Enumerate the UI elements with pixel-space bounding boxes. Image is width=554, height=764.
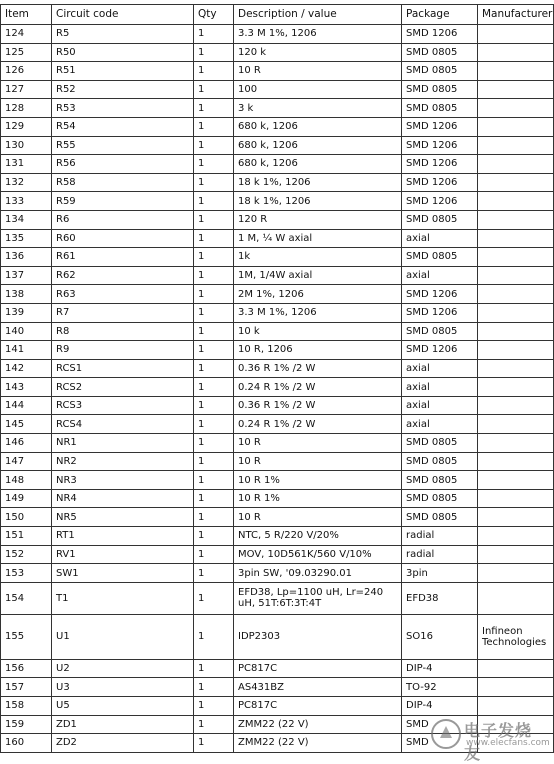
cell-circuit-code: R55	[52, 136, 194, 155]
watermark	[430, 714, 550, 763]
cell-manufacturer	[478, 582, 554, 614]
table-row	[1, 659, 554, 678]
table-row	[1, 545, 554, 564]
cell-circuit-code: R8	[52, 322, 194, 341]
cell-item: 135	[1, 229, 52, 248]
cell-circuit-code: U5	[52, 697, 194, 716]
header-item: Item	[1, 5, 52, 25]
cell-circuit-code: RV1	[52, 545, 194, 564]
cell-item: 139	[1, 303, 52, 322]
cell-description: 3 k	[234, 99, 402, 118]
cell-qty: 1	[194, 614, 234, 659]
cell-description: 0.24 R 1% /2 W	[234, 415, 402, 434]
cell-package: axial	[402, 378, 478, 397]
cell-manufacturer	[478, 62, 554, 81]
cell-qty: 1	[194, 173, 234, 192]
cell-qty: 1	[194, 434, 234, 453]
cell-description: 10 R, 1206	[234, 341, 402, 360]
cell-item: 148	[1, 471, 52, 490]
cell-description: PC817C	[234, 697, 402, 716]
cell-circuit-code: R62	[52, 266, 194, 285]
cell-qty: 1	[194, 192, 234, 211]
cell-circuit-code: R7	[52, 303, 194, 322]
cell-description: 10 R 1%	[234, 489, 402, 508]
cell-description: IDP2303	[234, 614, 402, 659]
cell-package: SMD 0805	[402, 434, 478, 453]
cell-item: 127	[1, 80, 52, 99]
cell-description: 100	[234, 80, 402, 99]
cell-qty: 1	[194, 545, 234, 564]
header-qty: Qty	[194, 5, 234, 25]
table-row	[1, 80, 554, 99]
cell-manufacturer	[478, 303, 554, 322]
cell-item: 150	[1, 508, 52, 527]
table-row	[1, 434, 554, 453]
cell-description: 10 R 1%	[234, 471, 402, 490]
cell-package: EFD38	[402, 582, 478, 614]
cell-description: EFD38, Lp=1100 uH, Lr=240 uH, 51T:6T:3T:4T	[234, 582, 402, 614]
cell-qty: 1	[194, 248, 234, 267]
cell-manufacturer	[478, 659, 554, 678]
cell-description: 3.3 M 1%, 1206	[234, 303, 402, 322]
cell-manufacturer	[478, 396, 554, 415]
cell-package: SO16	[402, 614, 478, 659]
cell-qty: 1	[194, 527, 234, 546]
cell-description: 10 R	[234, 434, 402, 453]
table-row	[1, 396, 554, 415]
cell-description: 18 k 1%, 1206	[234, 192, 402, 211]
table-row	[1, 415, 554, 434]
cell-circuit-code: NR4	[52, 489, 194, 508]
table-row	[1, 229, 554, 248]
cell-package: SMD 0805	[402, 322, 478, 341]
cell-circuit-code: R59	[52, 192, 194, 211]
cell-description: 3.3 M 1%, 1206	[234, 25, 402, 44]
cell-item: 147	[1, 452, 52, 471]
cell-qty: 1	[194, 229, 234, 248]
cell-qty: 1	[194, 489, 234, 508]
cell-package: SMD 0805	[402, 248, 478, 267]
cell-manufacturer	[478, 564, 554, 583]
cell-qty: 1	[194, 697, 234, 716]
cell-qty: 1	[194, 285, 234, 304]
cell-manufacturer	[478, 678, 554, 697]
cell-manufacturer	[478, 43, 554, 62]
table-row	[1, 136, 554, 155]
cell-description: 0.36 R 1% /2 W	[234, 359, 402, 378]
cell-qty: 1	[194, 62, 234, 81]
table-row	[1, 508, 554, 527]
cell-item: 151	[1, 527, 52, 546]
cell-qty: 1	[194, 452, 234, 471]
table-row	[1, 62, 554, 81]
cell-qty: 1	[194, 155, 234, 174]
table-row	[1, 285, 554, 304]
cell-circuit-code: NR2	[52, 452, 194, 471]
cell-qty: 1	[194, 471, 234, 490]
cell-manufacturer	[478, 322, 554, 341]
cell-qty: 1	[194, 659, 234, 678]
table-row	[1, 527, 554, 546]
cell-package: SMD 0805	[402, 489, 478, 508]
cell-circuit-code: R60	[52, 229, 194, 248]
cell-package: SMD 1206	[402, 303, 478, 322]
cell-qty: 1	[194, 341, 234, 360]
cell-description: 0.36 R 1% /2 W	[234, 396, 402, 415]
cell-circuit-code: U2	[52, 659, 194, 678]
cell-package: SMD 0805	[402, 508, 478, 527]
cell-manufacturer	[478, 173, 554, 192]
cell-qty: 1	[194, 734, 234, 753]
cell-manufacturer	[478, 80, 554, 99]
cell-package: axial	[402, 396, 478, 415]
cell-manufacturer	[478, 25, 554, 44]
table-row	[1, 341, 554, 360]
cell-item: 157	[1, 678, 52, 697]
cell-manufacturer	[478, 471, 554, 490]
cell-manufacturer	[478, 136, 554, 155]
cell-item: 141	[1, 341, 52, 360]
table-row	[1, 303, 554, 322]
cell-package: axial	[402, 359, 478, 378]
cell-manufacturer	[478, 285, 554, 304]
cell-description: 10 R	[234, 452, 402, 471]
cell-circuit-code: RT1	[52, 527, 194, 546]
cell-manufacturer	[478, 452, 554, 471]
cell-item: 154	[1, 582, 52, 614]
cell-manufacturer	[478, 415, 554, 434]
table-row	[1, 25, 554, 44]
cell-item: 155	[1, 614, 52, 659]
cell-circuit-code: U1	[52, 614, 194, 659]
cell-manufacturer	[478, 117, 554, 136]
cell-item: 143	[1, 378, 52, 397]
table-row	[1, 378, 554, 397]
table-row	[1, 43, 554, 62]
cell-circuit-code: R50	[52, 43, 194, 62]
cell-item: 159	[1, 715, 52, 734]
cell-package: SMD 0805	[402, 99, 478, 118]
cell-qty: 1	[194, 396, 234, 415]
cell-qty: 1	[194, 564, 234, 583]
cell-package: SMD 0805	[402, 62, 478, 81]
cell-package: SMD 1206	[402, 155, 478, 174]
table-row	[1, 266, 554, 285]
cell-circuit-code: R6	[52, 210, 194, 229]
table-row	[1, 452, 554, 471]
cell-qty: 1	[194, 322, 234, 341]
cell-package: SMD 0805	[402, 452, 478, 471]
cell-circuit-code: R54	[52, 117, 194, 136]
cell-manufacturer	[478, 266, 554, 285]
cell-package: axial	[402, 415, 478, 434]
table-row	[1, 582, 554, 614]
cell-circuit-code: SW1	[52, 564, 194, 583]
bom-table-body	[1, 25, 554, 753]
cell-description: PC817C	[234, 659, 402, 678]
cell-manufacturer	[478, 341, 554, 360]
cell-item: 149	[1, 489, 52, 508]
cell-manufacturer	[478, 697, 554, 716]
cell-circuit-code: NR3	[52, 471, 194, 490]
cell-circuit-code: R63	[52, 285, 194, 304]
cell-item: 130	[1, 136, 52, 155]
cell-package: SMD	[402, 734, 478, 753]
cell-manufacturer	[478, 99, 554, 118]
cell-circuit-code: R53	[52, 99, 194, 118]
header-package: Package	[402, 5, 478, 25]
cell-circuit-code: RCS2	[52, 378, 194, 397]
cell-manufacturer	[478, 229, 554, 248]
cell-description: 680 k, 1206	[234, 117, 402, 136]
cell-package: SMD 1206	[402, 192, 478, 211]
cell-description: 10 R	[234, 62, 402, 81]
cell-item: 132	[1, 173, 52, 192]
cell-package: DIP-4	[402, 697, 478, 716]
cell-item: 133	[1, 192, 52, 211]
cell-description: 10 k	[234, 322, 402, 341]
cell-package: radial	[402, 545, 478, 564]
cell-package: radial	[402, 527, 478, 546]
table-row	[1, 471, 554, 490]
header-row	[1, 5, 554, 25]
cell-item: 138	[1, 285, 52, 304]
cell-item: 134	[1, 210, 52, 229]
cell-package: axial	[402, 266, 478, 285]
cell-qty: 1	[194, 99, 234, 118]
cell-manufacturer	[478, 489, 554, 508]
cell-item: 152	[1, 545, 52, 564]
cell-qty: 1	[194, 80, 234, 99]
cell-description: 120 k	[234, 43, 402, 62]
cell-manufacturer	[478, 545, 554, 564]
cell-circuit-code: RCS3	[52, 396, 194, 415]
cell-package: SMD 1206	[402, 285, 478, 304]
table-row	[1, 359, 554, 378]
cell-circuit-code: U3	[52, 678, 194, 697]
cell-item: 160	[1, 734, 52, 753]
cell-circuit-code: ZD2	[52, 734, 194, 753]
cell-item: 129	[1, 117, 52, 136]
cell-manufacturer	[478, 378, 554, 397]
cell-circuit-code: NR1	[52, 434, 194, 453]
table-row	[1, 489, 554, 508]
table-row	[1, 210, 554, 229]
watermark-text: 电子发烧友	[464, 721, 533, 763]
cell-description: 3pin SW, '09.03290.01	[234, 564, 402, 583]
cell-manufacturer	[478, 508, 554, 527]
table-row	[1, 117, 554, 136]
cell-manufacturer: Infineon Technologies	[478, 614, 554, 659]
cell-package: SMD 0805	[402, 80, 478, 99]
elecfans-logo-icon	[430, 718, 462, 750]
cell-circuit-code: NR5	[52, 508, 194, 527]
cell-item: 142	[1, 359, 52, 378]
cell-item: 153	[1, 564, 52, 583]
table-row	[1, 322, 554, 341]
cell-description: NTC, 5 R/220 V/20%	[234, 527, 402, 546]
cell-qty: 1	[194, 210, 234, 229]
cell-qty: 1	[194, 378, 234, 397]
bom-table	[0, 4, 554, 753]
table-row	[1, 173, 554, 192]
cell-circuit-code: R52	[52, 80, 194, 99]
cell-description: 18 k 1%, 1206	[234, 173, 402, 192]
cell-qty: 1	[194, 43, 234, 62]
cell-circuit-code: ZD1	[52, 715, 194, 734]
cell-circuit-code: RCS4	[52, 415, 194, 434]
cell-item: 126	[1, 62, 52, 81]
cell-package: SMD 1206	[402, 136, 478, 155]
cell-description: 1 M, ¼ W axial	[234, 229, 402, 248]
cell-package: SMD	[402, 715, 478, 734]
cell-item: 144	[1, 396, 52, 415]
cell-description: 120 R	[234, 210, 402, 229]
table-row	[1, 192, 554, 211]
cell-package: SMD 1206	[402, 25, 478, 44]
cell-qty: 1	[194, 136, 234, 155]
cell-package: TO-92	[402, 678, 478, 697]
cell-item: 137	[1, 266, 52, 285]
table-row	[1, 155, 554, 174]
cell-description: 2M 1%, 1206	[234, 285, 402, 304]
cell-circuit-code: R58	[52, 173, 194, 192]
cell-item: 136	[1, 248, 52, 267]
cell-manufacturer	[478, 192, 554, 211]
cell-description: ZMM22 (22 V)	[234, 715, 402, 734]
cell-item: 131	[1, 155, 52, 174]
header-description: Description / value	[234, 5, 402, 25]
cell-qty: 1	[194, 303, 234, 322]
table-row	[1, 564, 554, 583]
cell-manufacturer	[478, 155, 554, 174]
cell-circuit-code: R9	[52, 341, 194, 360]
cell-item: 158	[1, 697, 52, 716]
cell-description: MOV, 10D561K/560 V/10%	[234, 545, 402, 564]
cell-circuit-code: R51	[52, 62, 194, 81]
watermark-url: www.elecfans.com	[466, 738, 550, 748]
cell-qty: 1	[194, 415, 234, 434]
header-circuit-code: Circuit code	[52, 5, 194, 25]
cell-item: 156	[1, 659, 52, 678]
cell-manufacturer	[478, 527, 554, 546]
cell-description: 1k	[234, 248, 402, 267]
cell-circuit-code: R5	[52, 25, 194, 44]
cell-package: SMD 1206	[402, 173, 478, 192]
table-row	[1, 678, 554, 697]
cell-package: SMD 0805	[402, 210, 478, 229]
cell-package: DIP-4	[402, 659, 478, 678]
cell-description: 680 k, 1206	[234, 136, 402, 155]
cell-manufacturer	[478, 248, 554, 267]
cell-description: 10 R	[234, 508, 402, 527]
cell-qty: 1	[194, 266, 234, 285]
cell-package: SMD 1206	[402, 117, 478, 136]
cell-qty: 1	[194, 117, 234, 136]
cell-manufacturer	[478, 210, 554, 229]
header-manufacturer: Manufacturer	[478, 5, 554, 25]
cell-circuit-code: R61	[52, 248, 194, 267]
cell-description: AS431BZ	[234, 678, 402, 697]
cell-qty: 1	[194, 678, 234, 697]
cell-manufacturer	[478, 434, 554, 453]
cell-description: 1M, 1/4W axial	[234, 266, 402, 285]
cell-circuit-code: RCS1	[52, 359, 194, 378]
cell-manufacturer	[478, 359, 554, 378]
cell-description: 680 k, 1206	[234, 155, 402, 174]
cell-package: 3pin	[402, 564, 478, 583]
cell-item: 140	[1, 322, 52, 341]
cell-qty: 1	[194, 25, 234, 44]
cell-description: 0.24 R 1% /2 W	[234, 378, 402, 397]
cell-item: 125	[1, 43, 52, 62]
cell-item: 124	[1, 25, 52, 44]
cell-circuit-code: R56	[52, 155, 194, 174]
table-row	[1, 99, 554, 118]
cell-item: 146	[1, 434, 52, 453]
table-row	[1, 614, 554, 659]
cell-item: 145	[1, 415, 52, 434]
cell-package: axial	[402, 229, 478, 248]
cell-qty: 1	[194, 582, 234, 614]
cell-package: SMD 1206	[402, 341, 478, 360]
cell-qty: 1	[194, 715, 234, 734]
cell-package: SMD 0805	[402, 43, 478, 62]
cell-qty: 1	[194, 508, 234, 527]
cell-qty: 1	[194, 359, 234, 378]
table-row	[1, 697, 554, 716]
cell-package: SMD 0805	[402, 471, 478, 490]
table-row	[1, 248, 554, 267]
cell-circuit-code: T1	[52, 582, 194, 614]
cell-description: ZMM22 (22 V)	[234, 734, 402, 753]
cell-item: 128	[1, 99, 52, 118]
